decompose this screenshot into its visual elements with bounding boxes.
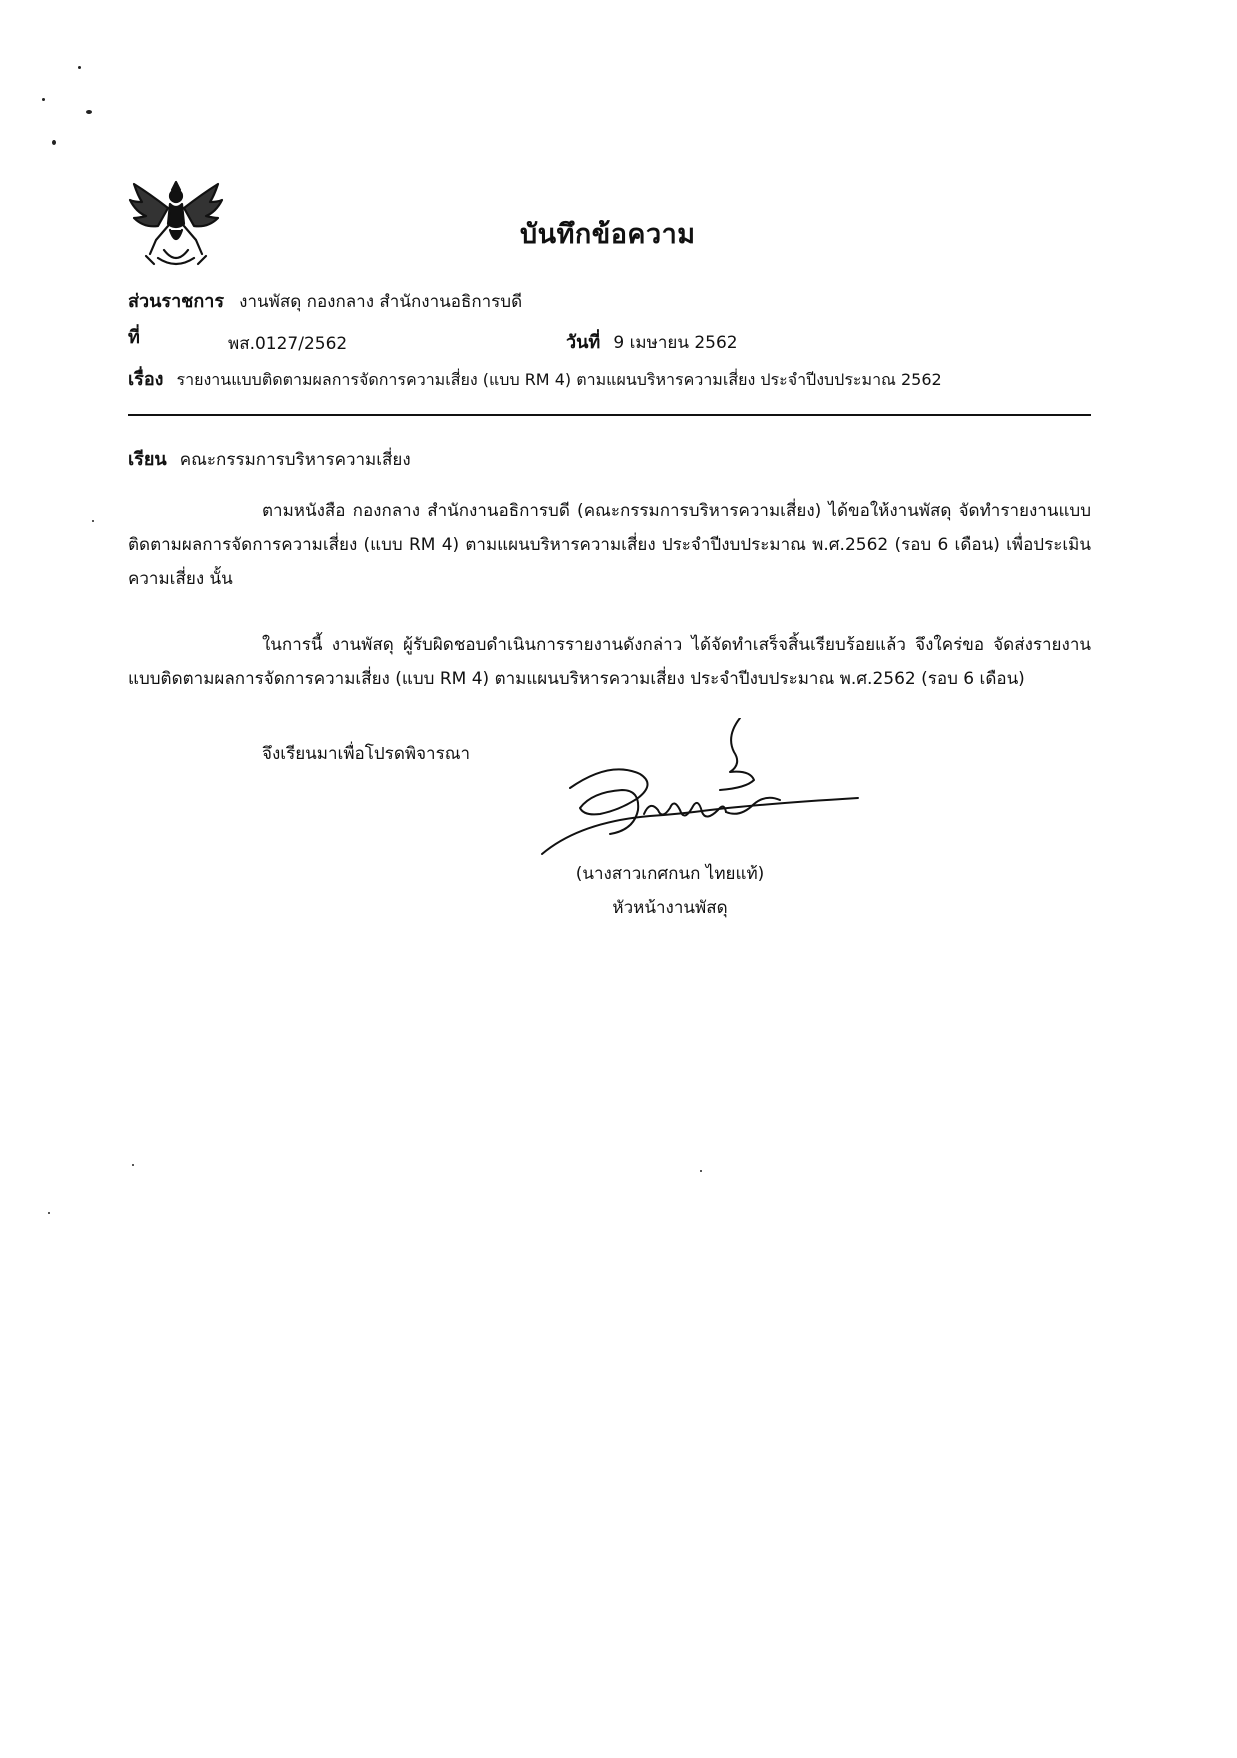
handwritten-signature [540,718,860,868]
agency-row [128,286,522,315]
scan-speck [92,520,94,522]
scan-speck [78,66,81,69]
subject-label: เรื่อง [128,369,164,390]
body-paragraph-2: ในการนี้ งานพัสดุ ผู้รับผิดชอบดำเนินการรายงานดังกล่าว ได้จัดทำเสร็จสิ้นเรียบร้อยแล้ว จึงใคร่ขอ จัดส่งรายงานแบบติดตามผลการจัดการความเสี่ยง (แบบ RM 4) ตามแผนบริหารความเสี่ยง ประจำปีงบประมาณ พ.ศ.2562 (รอบ 6 เดือน) [128,635,1091,689]
signatory-position: หัวหน้างานพัสดุ [612,898,728,918]
closing-line: จึงเรียนมาเพื่อโปรดพิจารณา [262,744,471,764]
agency-value: งานพัสดุ กองกลาง สำนักงานอธิการบดี [239,292,523,312]
salutation-label: เรียน [128,449,167,470]
date-value: 9 เมษายน 2562 [613,333,738,353]
subject-value: รายงานแบบติดตามผลการจัดการความเสี่ยง (แบบ RM 4) ตามแผนบริหารความเสี่ยง ประจำปีงบประมาณ 2562 [176,370,942,389]
ref-value: พส.0127/2562 [228,334,348,354]
page-title: บันทึกข้อความ [520,219,696,250]
header-divider [128,414,1091,416]
scan-speck [132,1164,134,1166]
ref-label: ที่ [128,327,140,348]
body-paragraph-1: ตามหนังสือ กองกลาง สำนักงานอธิการบดี (คณะกรรมการบริหารความเสี่ยง) ได้ขอให้งานพัสดุ จัดทำรายงานแบบติดตามผลการจัดการความเสี่ยง (แบบ RM 4) ตามแผนบริหารความเสี่ยง ประจำปีงบประมาณ พ.ศ.2562 (รอบ 6 เดือน) เพื่อประเมินความเสี่ยง นั้น [128,501,1091,589]
salutation-value: คณะกรรมการบริหารความเสี่ยง [179,450,411,470]
ref-row [128,322,140,351]
salutation [128,444,411,473]
garuda-emblem-icon [128,178,224,270]
scan-speck [52,140,56,145]
subject-row [128,364,942,393]
date-row [566,327,738,356]
agency-label: ส่วนราชการ [128,291,225,312]
scan-speck [86,110,92,114]
scan-speck [48,1212,50,1214]
date-label: วันที่ [566,332,601,353]
scan-speck [42,98,45,101]
signatory-name: (นางสาวเกศกนก ไทยแท้) [575,864,765,884]
scan-speck [700,1170,702,1172]
